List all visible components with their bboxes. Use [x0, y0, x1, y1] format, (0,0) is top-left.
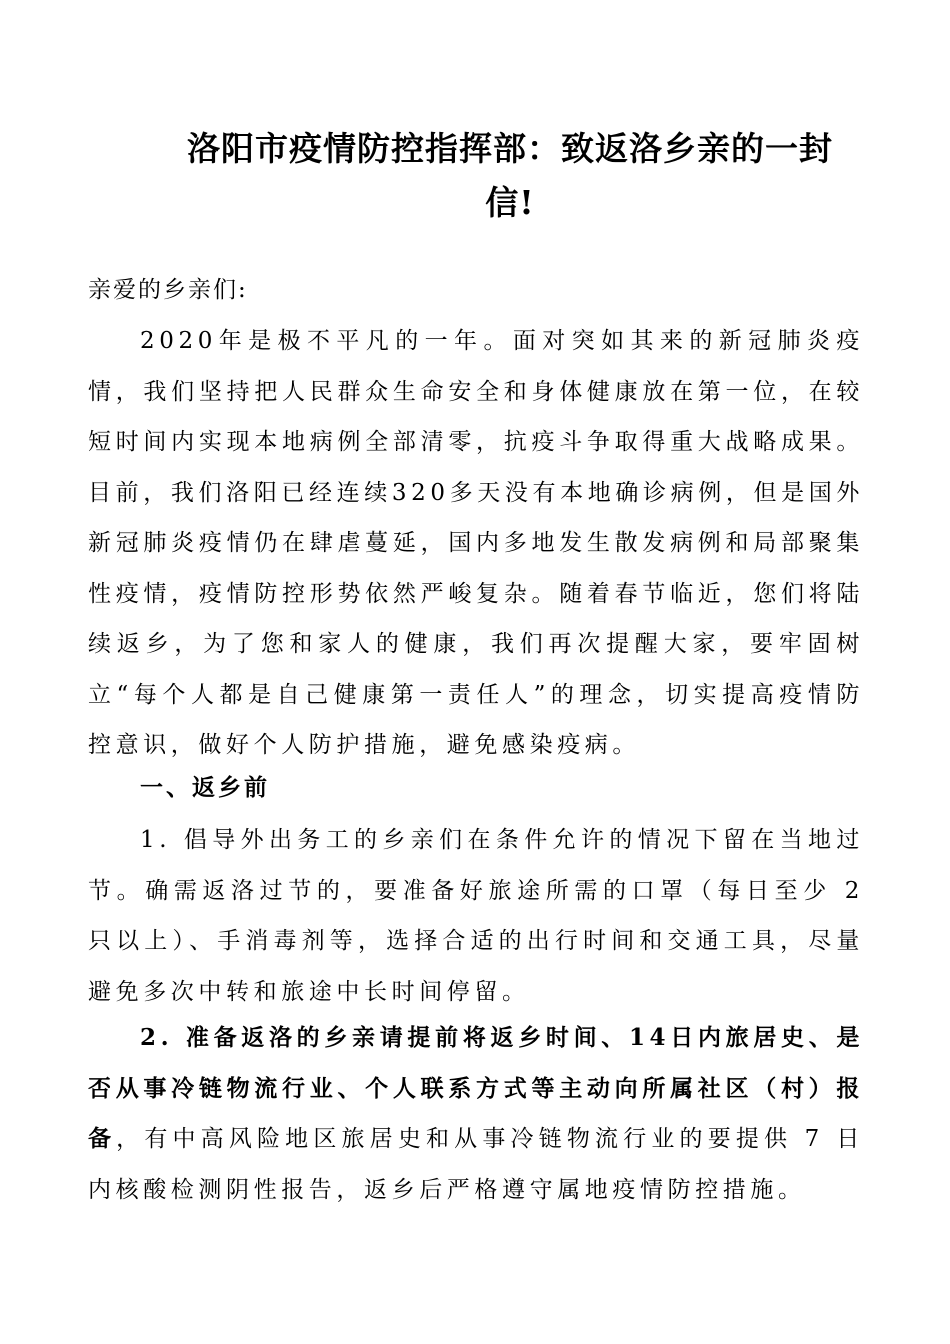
greeting: 亲爱的乡亲们:: [88, 277, 248, 303]
document-title-line1: 洛阳市疫情防控指挥部：致返洛乡亲的一封: [187, 129, 833, 168]
paragraph-item-2-bold: 2. 准备返洛的乡亲请提前将返乡时间、14日内旅居史、是否从事冷链物流行业、个人联系方式等主动向所属社区（村）报备: [88, 1024, 864, 1152]
document-title-line2: 信!: [485, 183, 535, 222]
paragraph-item-2-rest: ，有中高风险地区旅居史和从事冷链物流行业的要提供 7 日内核酸检测阴性报告，返乡后严格遵守属地疫情防控措施。: [88, 1126, 864, 1203]
paragraph-intro: 2020年是极不平凡的一年。面对突如其来的新冠肺炎疫情，我们坚持把人民群众生命安全和身体健康放在第一位，在较短时间内实现本地病例全部清零，抗疫斗争取得重大战略成果。目前，我们洛阳已经连续320多天没有本地确诊病例，但是国外新冠肺炎疫情仍在肆虐蔓延，国内多地发生散发病例和局部聚集性疫情，疫情防控形势依然严峻复杂。随着春节临近，您们将陆续返乡，为了您和家人的健康，我们再次提醒大家，要牢固树立“每个人都是自己健康第一责任人”的理念，切实提高疫情防控意识，做好个人防护措施，避免感染疫病。: [88, 328, 864, 758]
section-heading-before-return: 一、返乡前: [140, 774, 270, 801]
paragraph-item-2: [88, 1013, 864, 1215]
paragraph-item-1: 1. 倡导外出务工的乡亲们在条件允许的情况下留在当地过节。确需返洛过节的，要准备好旅途所需的口罩（每日至少 2 只以上）、手消毒剂等，选择合适的出行时间和交通工具，尽量避免多次中转和旅途中长时间停留。: [88, 827, 864, 1005]
